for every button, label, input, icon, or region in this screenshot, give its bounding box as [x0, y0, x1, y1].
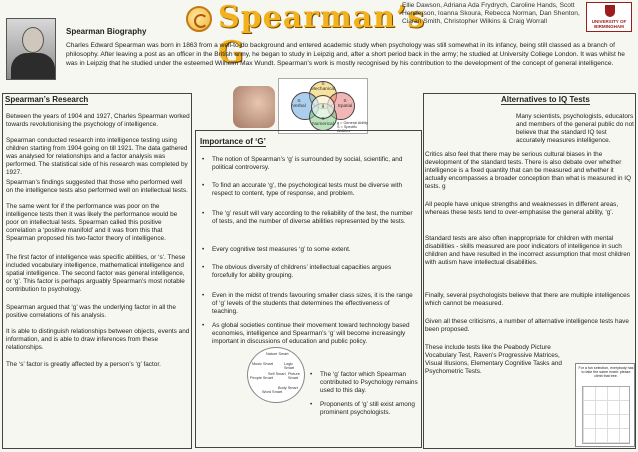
- alternatives-paragraph: All people have unique strengths and weaknesses in different areas, whereas these tests tend to over-emphasise the general ability, ‘g’.: [425, 201, 619, 216]
- portrait-body: [11, 53, 55, 80]
- importance-bullet: • Every cognitive test measures ‘g’ to some extent.: [200, 246, 416, 254]
- university-logo: [586, 2, 632, 32]
- venn-label-g: g: [321, 104, 325, 109]
- lightbulb-brain-icon: [186, 6, 212, 32]
- diagram-label: Nature Smart: [266, 352, 289, 356]
- university-logo-text: UNIVERSITY OF BIRMINGHAM: [591, 19, 627, 29]
- venn-label-spatial: S Spatial: [337, 99, 353, 109]
- alternatives-paragraph: Critics also feel that there may be serious cultural biases in the development of the standard tests. There is also debate over whether intelligence is a fixed quantity that can be measured and whether it actually encompasses a broader conception than what is measured in IQ tests. g: [425, 151, 632, 190]
- diagram-label: Self Smart: [268, 372, 286, 376]
- venn-label-verbal: S Verbal: [292, 99, 306, 109]
- portrait-head: [22, 27, 44, 53]
- alternatives-intro: Many scientists, psychologists, educators and members of the general public do not believe that the standard IQ test accurately measures intelligence.: [516, 113, 634, 144]
- research-paragraph: Between the years of 1904 and 1927, Charles Spearman worked towards revolutionising the psychology of intelligence.: [6, 113, 190, 128]
- research-paragraph: Spearman argued that ‘g’ was the underlying factor in all the positive correlations of his analysis.: [6, 304, 176, 319]
- research-paragraph: Spearman conducted research into intelligence testing using children starting from 1904 going on till 1921. The data gathered was analysed for relationships and a factor analysis was performed. The statistical side of his research was completed by 1927.: [6, 137, 188, 176]
- research-paragraph: The first factor of intelligence was specific abilities, or ‘s’. These included vocabulary intelligence, mathematical intelligence and spatial intelligence. The second factor was general intelligence, or ‘g’. This factor is perhaps arguably Spearman’s most notable contribution to psychology.: [6, 254, 186, 293]
- diagram-label: Picture Smart: [288, 372, 300, 380]
- g-factor-venn-diagram: [278, 78, 368, 134]
- diagram-label: Word Smart: [262, 390, 283, 394]
- crest-icon: [605, 5, 615, 17]
- alternatives-paragraph: Given all these criticisms, a number of alternative intelligence tests have been proposed.: [425, 318, 629, 333]
- importance-bullet: • The ‘g’ result will vary according to the reliability of the test, the number of tests, and the number of diverse abilities represented by the tests.: [200, 210, 416, 226]
- research-paragraph: The same went for if the performance was poor on the intelligence tests then it was likely the performance would be poor on intellectual tests. Spearman called this positive correlation a ‘positive manifold’ and it was from this that Spearman proposed his two-factor theory of intelligence.: [6, 203, 178, 242]
- research-paragraph: The ‘s’ factor is greatly affected by a person’s ‘g’ factor.: [6, 361, 161, 368]
- diagram-label: Music Smart: [252, 362, 274, 366]
- importance-bullet: • To find an accurate ‘g’, the psychological tests must be diverse with respect to content, type of response, and problem.: [200, 182, 416, 198]
- importance-bullet: • Proponents of ‘g’ still exist among prominent psychologists.: [308, 401, 418, 417]
- brain-scan-image: [233, 86, 275, 128]
- alternatives-title: Alternatives to IQ Tests: [501, 95, 590, 104]
- spearman-portrait: [6, 18, 56, 80]
- venn-label-mechanical: S Mechanical: [310, 82, 336, 92]
- research-title: Spearman’s Research: [5, 95, 89, 104]
- importance-bullet: • As global societies continue their movement toward technology based economies, intelligence and Spearman’s ‘g’ will become increasingly important in discussions of education and public policy.: [200, 322, 416, 346]
- importance-bullet: • The notion of Spearman’s ‘g’ is surrounded by social, scientific, and political controversy.: [200, 156, 416, 172]
- research-paragraph: Spearman’s findings suggested that those who performed well on the intelligence tests also performed well on intellectual tests.: [6, 179, 188, 194]
- cartoon-image: [582, 386, 630, 444]
- multiple-intelligences-diagram: [247, 347, 305, 403]
- venn-legend: g = General Ability S = Specific Abilities: [337, 121, 368, 133]
- venn-label-numerical: S Numerical: [312, 117, 334, 127]
- importance-title: Importance of ‘G’: [200, 137, 266, 146]
- research-paragraph: It is able to distinguish relationships between objects, events and information, and is able to draw inferences from these relationships.: [6, 328, 190, 351]
- iq-test-cartoon: [575, 363, 635, 447]
- biography-text: Charles Edward Spearman was born in 1863 from a well-to-do background and entered academic study when psychology was still somewhat in its infancy, being still classed as a branch of philosophy. After leaving a post as an officer in the British army, he began to study in Leipzig and, after a short period back in the army; he studied at University College London. It was whilst he was in Leipzig that he studied under the esteemed Wilhelm Max Wundt. Spearman’s work is mostly recognised by his contribution to the development of the concept of general intelligence.: [66, 42, 625, 67]
- alternatives-paragraph: Finally, several psychologists believe that there are multiple intelligences which cannot be measured.: [425, 292, 630, 307]
- alternatives-paragraph: These include tests like the Peabody Picture Vocabulary Test, Raven’s Progressive Matrices, Visual Illusions, Elementary Cognitive Tasks and Psychometric Tests.: [425, 344, 562, 375]
- alternatives-paragraph: Standard tests are also often inappropriate for children with mental disabilities - skills measured are poor indicators of intelligence in such children and have resulted in the incorrect assumption that most children with autism have intellectual disabilities.: [425, 235, 631, 266]
- cartoon-caption: For a fun selection, everybody has to take the same exam: please climb that tree.: [578, 366, 634, 379]
- diagram-label: Body Smart: [278, 386, 298, 390]
- importance-bullet: • The obvious diversity of childrens’ intellectual capacities argues forcefully for ability grouping.: [200, 264, 416, 280]
- importance-bullet: • The ‘g’ factor which Spearman contributed to Psychology remains used to this day.: [308, 371, 418, 395]
- diagram-label: People Smart: [250, 376, 274, 380]
- importance-bullet: • Even in the midst of trends favouring smaller class sizes, it is the range of ‘g’ levels of the students that determines the effectiveness of teaching.: [200, 292, 416, 316]
- biography-title: Spearman Biography: [66, 27, 147, 36]
- author-list: Ellie Dawson, Adriana Ada Frydrych, Caroline Hands, Scott Henderson, Ioanna Skoura, Rebecca Norman, Dan Shenton, Ciaran Smith, Christopher Wilkins & Craig Worrall: [402, 2, 580, 25]
- diagram-label: Logic Smart: [284, 362, 295, 370]
- poster-title: Spearman’s G: [218, 0, 426, 70]
